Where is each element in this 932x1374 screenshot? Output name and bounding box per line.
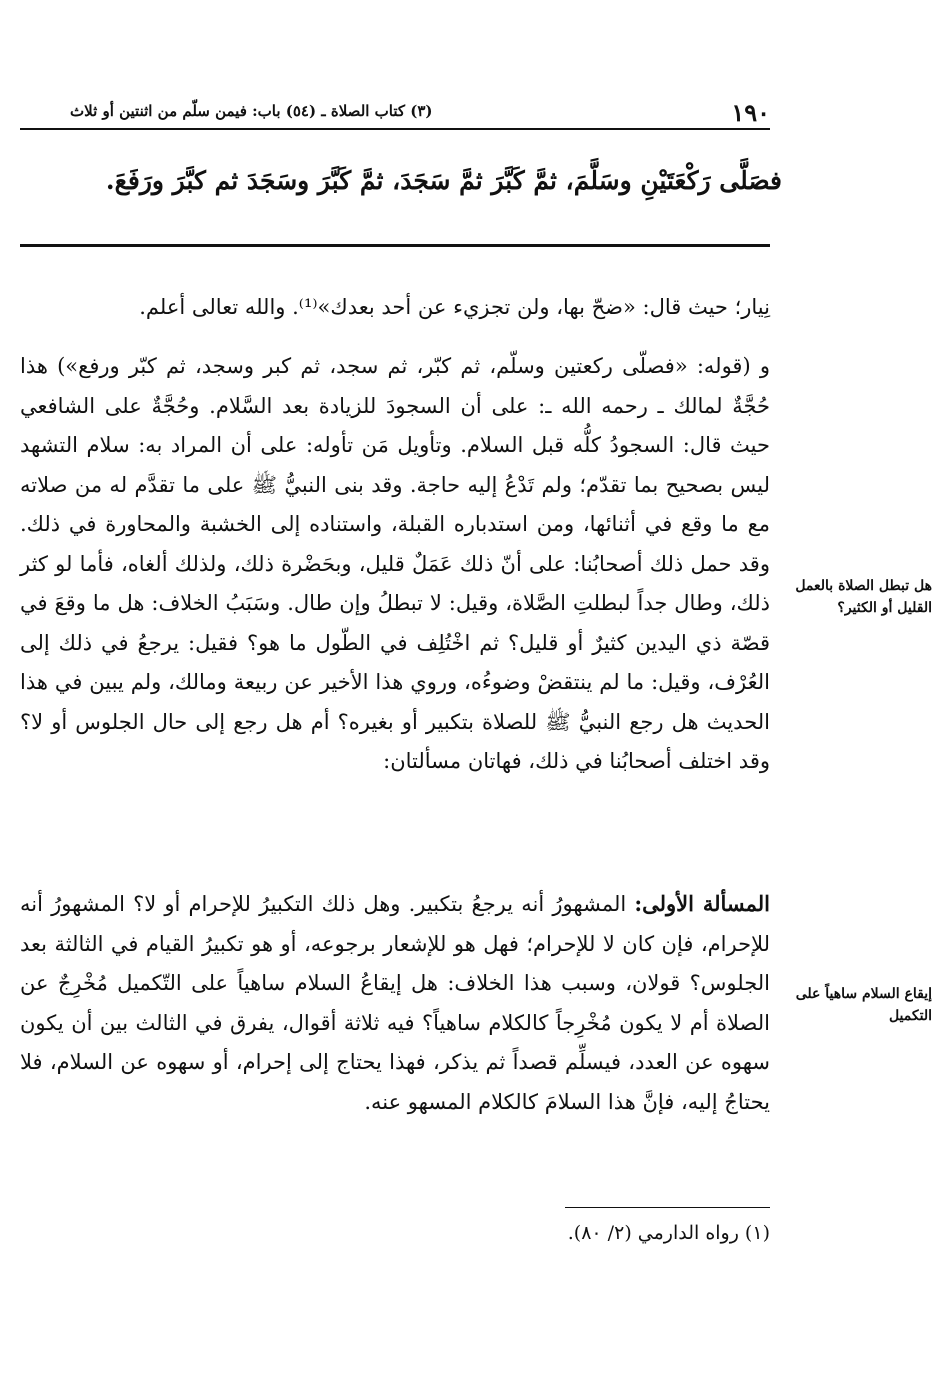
paragraph-3-text: المشهورُ أنه يرجعُ بتكبير. وهل ذلك التكبيرُ للإحرام أو لا؟ المشهورُ أنه للإحرام، فإن كان لا للإحرام؛ فهل هو للإشعار برجوعه، أو هو تكبيرُ القيام في الثالثة بعد الجلوس؟ قولان، وسبب هذا الخلاف: هل إيقاعُ السلام ساهياً على التّكميل مُخْرِجٌ عن الصلاة أم لا يكون مُخْرِجاً كالكلام ساهياً؟ فيه ثلاثة أقوال، يفرق في الثالث بين أن يكون سهوه عن العدد، فيسلِّم قصداً ثم يذكر، فهذا يحتاج إلى إحرام، أو سهوه عن السلام، فلا يحتاجُ إليه، فإنَّ هذا السلامَ كالكلام المسهو عنه. [20, 892, 770, 1114]
footnote-rule [565, 1207, 770, 1208]
running-title: (٣) كتاب الصلاة ـ (٥٤) باب: فيمن سلّم من اثنتين أو ثلاث [70, 102, 433, 120]
page-number: ١٩٠ [731, 98, 770, 127]
lead-phrase: المسألة الأولى: [634, 891, 770, 916]
hadith-line: فصَلَّى رَكْعَتَيْنِ وسَلَّمَ، ثمَّ كَبَّرَ ثمَّ سَجَدَ، ثمَّ كَبَّرَ وسَجَدَ ثم كبَّرَ ورَفَعَ. [105, 166, 782, 195]
side-note-2: إيقاع السلام ساهياً على التكميل [795, 986, 932, 1024]
side-note-1: هل تبطل الصلاة بالعمل القليل أو الكثير؟ [795, 578, 932, 616]
footnote: (١) رواه الدارمي (٢/ ٨٠). [567, 1222, 770, 1244]
paragraph-3 [20, 884, 770, 1122]
paragraph-2: و (قوله: «فصلّى ركعتين وسلّم، ثم كبّر، ثم سجد، ثم كبر وسجد، ثم كبّر ورفع») هذا حُجَّةٌ لمالك ـ رحمه الله ـ: على أن السجودَ للزيادة بعد السَّلام. وحُجَّةٌ على الشافعي حيث قال: السجودُ كلُّه قبل السلام. وتأويل مَن تأوله: على أن المراد به: سلام التشهد ليس بصحيح بما تقدّم؛ ولم تَدْعُ إليه حاجة. وقد بنى النبيُّ ﷺ على ما تقدَّم له من صلاته مع ما وقع في أثنائها، ومن استدباره القبلة، واستناده إلى الخشبة والمحاورة في ذلك. وقد حمل ذلك أصحابُنا: على أنّ ذلك عَمَلٌ قليل، وبحَضْرة ذلك، ولذلك ألغاه، فأما لو كثر ذلك، وطال جداً لبطلتِ الصَّلاة، وقيل: لا تبطلُ وإن طال. وسَبَبُ الخلاف: هل ما وقعَ في قصّة ذي اليدين كثيرٌ أو قليل؟ ثم اخْتُلِف في الطّول ما هو؟ فقيل: يرجعُ في ذلك إلى العُرْف، وقيل: ما لم ينتقضْ وضوءُه، وروي هذا الأخير عن ربيعة ومالك، ولم يبين في هذا الحديث هل رجع النبيُّ ﷺ للصلاة بتكبير أو بغيره؟ أم هل رجع إلى حال الجلوس أو لا؟ وقد اختلف أصحابُنا في ذلك، فهاتان مسألتان: [20, 354, 770, 773]
paragraph-1: نِيار؛ حيث قال: «ضحّ بها، ولن تجزيء عن أحد بعدك»⁽¹⁾. والله تعالى أعلم. [139, 295, 770, 319]
header-rule [20, 128, 770, 130]
hadith-divider [20, 244, 770, 247]
